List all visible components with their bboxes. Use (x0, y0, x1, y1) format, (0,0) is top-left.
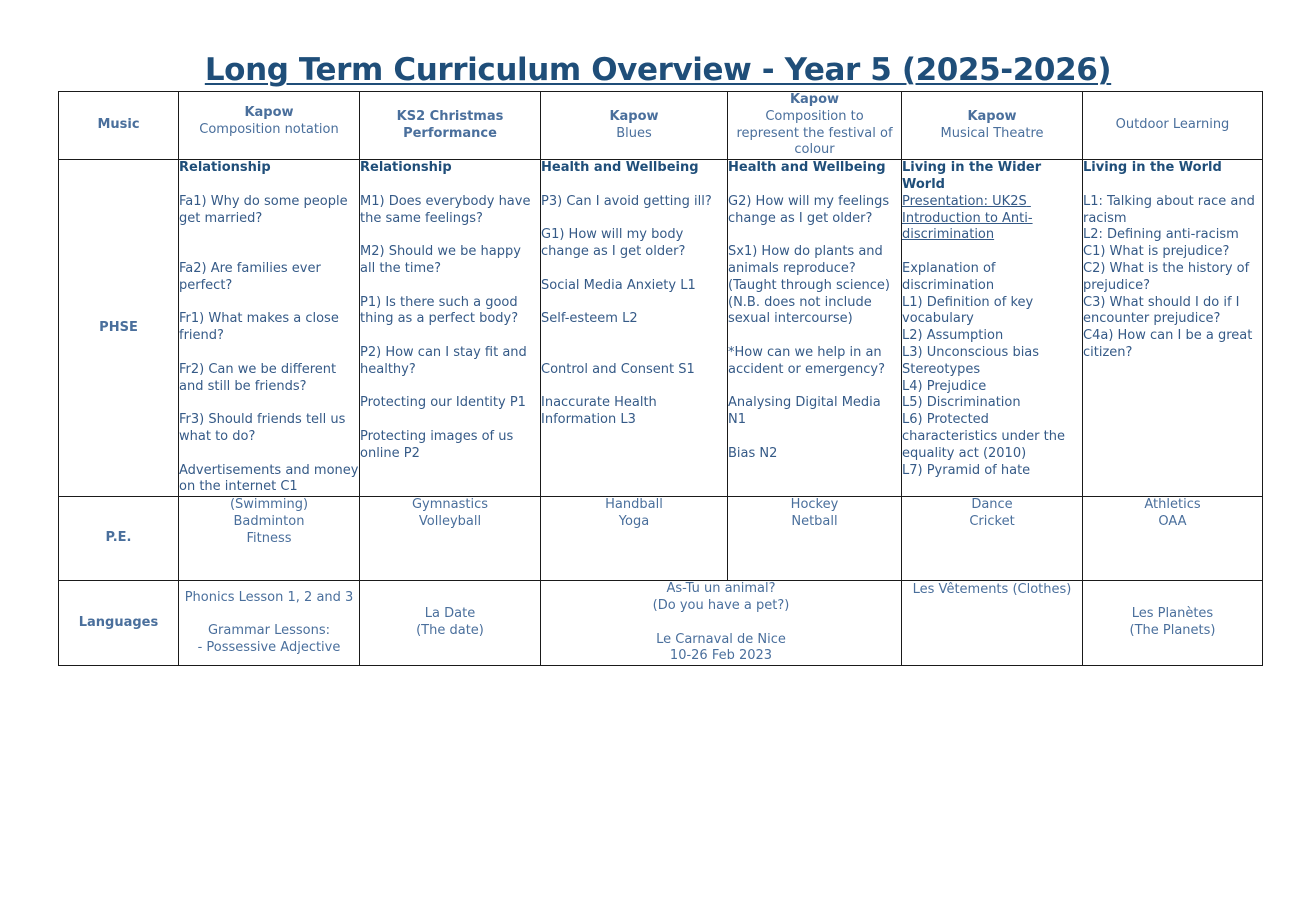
phse-item: *How can we help in an accident or emergency? (728, 344, 886, 377)
phse-item: C2) What is the history of prejudice? (1083, 260, 1254, 293)
language-topic: - Possessive Adjective (197, 639, 341, 655)
phse-item: L3) Unconscious bias Stereotypes (902, 344, 1044, 377)
phse-item: L2: Defining anti-racism (1083, 227, 1239, 243)
pe-activity: Volleyball (418, 513, 482, 529)
phse-item: G2) How will my feelings change as I get older? (728, 193, 894, 226)
spacer (728, 429, 901, 446)
phse-item: Advertisements and money on the internet C1 (179, 462, 363, 495)
phse-item: Social Media Anxiety L1 (541, 277, 696, 293)
phse-item: L2) Assumption (902, 328, 1004, 344)
language-topic: Le Carnaval de Nice (656, 631, 786, 647)
phse-item: P3) Can I avoid getting ill? (541, 193, 712, 209)
music-cell-3-bottom: Blues (616, 125, 652, 141)
phse-heading: Living in the World (1083, 160, 1222, 176)
language-topic: 10-26 Feb 2023 (669, 648, 773, 664)
music-cell-3-top: Kapow (609, 108, 659, 124)
spacer (179, 227, 359, 244)
phse-item: Analysing Digital Media N1 (728, 395, 885, 428)
music-cell-2-top: KS2 Christmas Performance (396, 108, 504, 141)
phse-item: Control and Consent S1 (541, 361, 695, 377)
pe-activity: Handball (605, 497, 663, 513)
pe-activity: Gymnastics (411, 497, 489, 513)
music-cell-3 (541, 92, 728, 160)
spacer (179, 244, 359, 261)
pe-col-4 (728, 497, 902, 581)
languages-col-3-4 (541, 581, 902, 666)
phse-item: Fa1) Why do some people get married? (179, 193, 352, 226)
languages-col-2 (360, 581, 541, 666)
phse-item: Explanation of discrimination (902, 260, 1000, 293)
languages-col-1 (179, 581, 360, 666)
phse-item: P1) Is there such a good thing as a perfect body? (360, 294, 522, 327)
language-topic: Les Planètes (1131, 606, 1214, 622)
language-topic: (The Planets) (1129, 623, 1216, 639)
spacer (541, 261, 727, 278)
spacer (360, 328, 540, 345)
spacer (360, 379, 540, 396)
music-cell-4-bottom: Composition to represent the festival of colour (736, 108, 893, 158)
music-cell-6-bottom: Outdoor Learning (1115, 117, 1230, 133)
music-row (59, 92, 1263, 160)
phse-item: L1: Talking about race and racism (1083, 193, 1259, 226)
spacer (541, 295, 727, 312)
pe-activity: Badminton (233, 513, 305, 529)
music-cell-1 (179, 92, 360, 160)
pe-activity: Dance (971, 497, 1013, 513)
subject-pe: P.E. (59, 497, 179, 581)
phse-item: L1) Definition of key vocabulary (902, 294, 1038, 327)
spacer (728, 177, 901, 194)
phse-heading: Living in the Wider World (902, 160, 1042, 192)
pe-activity: Hockey (790, 497, 839, 513)
music-cell-1-top: Kapow (244, 104, 294, 120)
pe-col-5 (902, 497, 1083, 581)
subject-music: Music (59, 92, 179, 160)
spacer (541, 177, 727, 194)
spacer (179, 446, 359, 463)
spacer (179, 395, 359, 412)
phse-item: C3) What should I do if I encounter prejudice? (1083, 294, 1244, 327)
phse-col-6 (1083, 160, 1263, 497)
spacer (728, 379, 901, 396)
subject-languages: Languages (59, 581, 179, 666)
music-cell-4 (728, 92, 902, 160)
spacer (360, 177, 540, 194)
phse-item: C1) What is prejudice? (1083, 244, 1230, 260)
languages-col-5 (902, 581, 1083, 666)
phse-item: Inaccurate Health Information L3 (541, 395, 661, 428)
spacer (728, 227, 901, 244)
phse-heading: Health and Wellbeing (728, 160, 886, 176)
language-topic: As-Tu un animal? (666, 581, 776, 597)
curriculum-table (58, 91, 1263, 666)
music-cell-5-bottom: Musical Theatre (940, 125, 1044, 141)
phse-heading: Relationship (179, 160, 271, 176)
spacer (541, 211, 727, 228)
pe-activity: (Swimming) (229, 497, 309, 513)
spacer (179, 295, 359, 312)
spacer (541, 345, 727, 362)
phse-heading: Relationship (360, 160, 452, 176)
language-topic: La Date (424, 606, 476, 622)
languages-col-6 (1083, 581, 1263, 666)
phse-item: Bias N2 (728, 445, 778, 461)
music-cell-1-bottom: Composition notation (199, 121, 339, 137)
subject-phse: PHSE (59, 160, 179, 497)
phse-col-1 (179, 160, 363, 497)
page-title: Long Term Curriculum Overview - Year 5 (2025-2026) (204, 52, 1112, 88)
phse-col-3 (541, 160, 728, 497)
phse-item: M2) Should we be happy all the time? (360, 244, 526, 276)
phse-item: Fr3) Should friends tell us what to do? (179, 412, 350, 444)
spacer (541, 615, 901, 632)
music-cell-4-top: Kapow (789, 92, 840, 107)
phse-row (59, 160, 1263, 497)
pe-activity: Cricket (969, 513, 1015, 529)
music-cell-5-top: Kapow (967, 108, 1017, 124)
presentation-link: Presentation: UK2S Introduction to Anti-discrimination (902, 193, 1033, 243)
spacer (179, 177, 359, 194)
spacer (541, 379, 727, 396)
pe-col-6 (1083, 497, 1263, 581)
phse-item: L6) Protected characteristics under the equality act (2010) (902, 412, 1070, 461)
pe-col-2 (360, 497, 541, 581)
music-cell-5 (902, 92, 1083, 160)
phse-item: Protecting images of us online P2 (360, 428, 518, 461)
phse-heading: Health and Wellbeing (541, 160, 699, 176)
phse-col-5 (902, 160, 1083, 497)
language-topic: Grammar Lessons: (207, 623, 331, 639)
spacer (1083, 177, 1262, 194)
spacer (360, 412, 540, 429)
spacer (902, 244, 1082, 261)
spacer (360, 227, 540, 244)
pe-col-1 (179, 497, 360, 581)
phse-item: Self-esteem L2 (541, 311, 638, 327)
pe-activity: Netball (791, 513, 838, 529)
phse-col-4 (728, 160, 902, 497)
phse-item: M1) Does everybody have the same feelings? (360, 193, 535, 226)
phse-item: Fr2) Can we be different and still be friends? (179, 361, 341, 394)
spacer (360, 278, 540, 295)
pe-activity: Yoga (618, 513, 650, 529)
spacer (179, 606, 359, 623)
phse-item: L4) Prejudice (902, 378, 987, 394)
phse-item: Fr1) What makes a close friend? (179, 311, 343, 344)
pe-activity: Fitness (246, 530, 292, 546)
phse-item: Protecting our Identity P1 (360, 395, 526, 411)
pe-activity: Athletics (1144, 497, 1201, 513)
language-topic: (The date) (416, 623, 484, 639)
phse-item: Fa2) Are families ever perfect? (179, 260, 325, 293)
pe-col-3 (541, 497, 728, 581)
spacer (541, 328, 727, 345)
spacer (179, 345, 359, 362)
phse-item: Sx1) How do plants and animals reproduce? (Taught through science) (N.B. does not include sexual intercourse) (728, 244, 895, 327)
phse-item: L5) Discrimination (902, 395, 1021, 411)
languages-row (59, 581, 1263, 666)
language-topic: Phonics Lesson 1, 2 and 3 (184, 589, 354, 605)
phse-col-2 (360, 160, 541, 497)
music-cell-2 (360, 92, 541, 160)
phse-item: L7) Pyramid of hate (902, 462, 1031, 478)
language-topic: (Do you have a pet?) (652, 597, 790, 613)
phse-item: C4a) How can I be a great citizen? (1083, 328, 1257, 360)
spacer (728, 328, 901, 345)
phse-item: P2) How can I stay fit and healthy? (360, 344, 531, 377)
phse-item: G1) How will my body change as I get older? (541, 227, 688, 260)
language-topic: Les Vêtements (Clothes) (912, 582, 1072, 598)
pe-row (59, 497, 1263, 581)
music-cell-6 (1083, 92, 1263, 160)
pe-activity: OAA (1158, 513, 1187, 529)
